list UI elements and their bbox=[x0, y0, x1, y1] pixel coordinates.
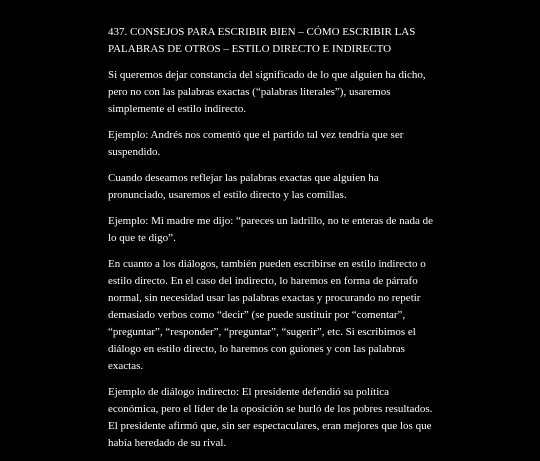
document-content bbox=[108, 24, 438, 461]
paragraph-example-direct: Ejemplo: Mi madre me dijo: “pareces un ladrillo, no te enteras de nada de lo que te digo”. bbox=[108, 215, 433, 244]
paragraph-example-dialogue: Ejemplo de diálogo indirecto: El presidente defendió su política económica, pero el líder de la oposición se burló de los pobres resultados. El presidente afirmó que, sin ser espectaculares, eran mejores que los que había heredado de su rival. bbox=[108, 386, 433, 449]
paragraph-example-indirect: Ejemplo: Andrés nos comentó que el partido tal vez tendría que ser suspendido. bbox=[108, 129, 404, 158]
section-title: 437. CONSEJOS PARA ESCRIBIR BIEN – CÓMO ESCRIBIR LAS PALABRAS DE OTROS – ESTILO DIRECTO E INDIRECTO bbox=[108, 26, 416, 55]
paragraph-dialogues: En cuanto a los diálogos, también pueden escribirse en estilo indirecto o estilo directo. En el caso del indirecto, lo haremos en forma de párrafo normal, sin necesidad usar las palabras exactas y procurando no repetir demasiado verbos como “decir” (se puede sustituir por “comentar”, “preguntar”, “responder”, “preguntar”, “sugerir”, etc. Si escribimos el diálogo en estilo directo, lo haremos con guiones y con las palabras exactas. bbox=[108, 258, 426, 372]
paragraph-direct-style: Cuando deseamos reflejar las palabras exactas que alguien ha pronunciado, usaremos el estilo directo y las comillas. bbox=[108, 172, 379, 201]
paragraph-indirect-style: Si queremos dejar constancia del significado de lo que alguien ha dicho, pero no con las palabras exactas (“palabras literales”), usaremos simplemente el estilo indirecto. bbox=[108, 69, 426, 115]
